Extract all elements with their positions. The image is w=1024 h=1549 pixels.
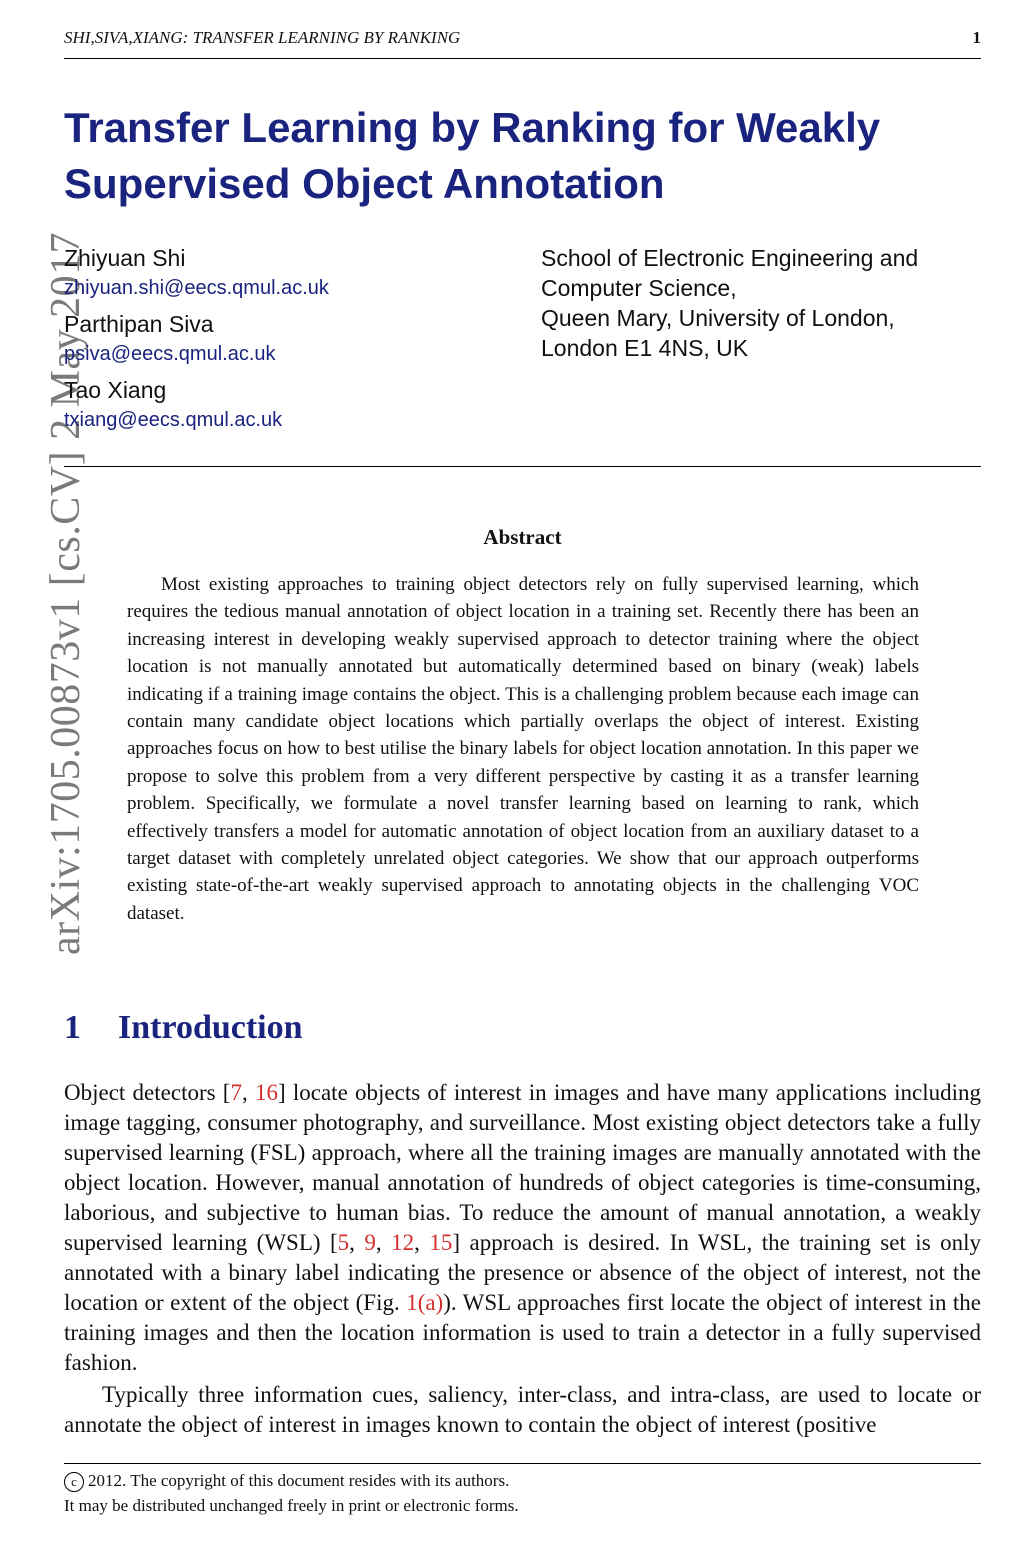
author-entry	[64, 309, 504, 369]
title-block-divider	[64, 466, 981, 467]
dataset-name: VOC	[878, 875, 919, 897]
arxiv-stamp: arXiv:1705.00873v1 [cs.CV] 2 May 2017	[43, 231, 89, 955]
intro-paragraph: Typically three information cues, saliency, inter-class, and intra-class, are used to locate or annotate the object of interest in images known to contain the object of interest (positive	[64, 1382, 981, 1437]
citation-link[interactable]: 9	[364, 1230, 376, 1255]
copyright-footnote	[64, 1463, 981, 1518]
affiliation-line: London E1 4NS, UK	[541, 335, 749, 361]
abstract-heading: Abstract	[483, 525, 562, 549]
copyright-icon: c	[64, 1472, 84, 1492]
running-header	[64, 28, 981, 59]
text-run: Object detectors [	[64, 1080, 231, 1105]
section-title: Introduction	[118, 1009, 303, 1046]
footnote-line	[64, 1468, 981, 1493]
author-email-link[interactable]: txiang@eecs.qmul.ac.uk	[64, 409, 283, 431]
abstract-text-end: dataset.	[127, 902, 185, 924]
citation-link[interactable]: 7	[230, 1080, 242, 1105]
text-run: ] approach is desired. In WSL, the training set is only annotated with a binary label indicating the presence or absence of the object of interest, not the location or extent of the object (Fig.	[64, 1230, 982, 1315]
paper-title: Transfer Learning by Ranking for Weakly Supervised Object Annotation	[64, 104, 881, 207]
footnote-text: 2012. The copyright of this document resides with its authors.	[88, 1471, 510, 1490]
section-number: 1	[64, 1009, 81, 1046]
author-name: Tao Xiang	[64, 377, 167, 403]
running-head-text: SHI,SIVA,XIANG: TRANSFER LEARNING BY RANKING	[64, 28, 461, 47]
intro-body	[64, 1078, 981, 1440]
text-run: ,	[414, 1230, 430, 1255]
citation-link[interactable]: 5	[337, 1230, 350, 1255]
author-entry	[64, 375, 504, 435]
text-run: ). WSL approaches first locate the object of interest in the training images and then the location information is used to train a detector in a fully supervised fashion.	[64, 1290, 981, 1375]
page-number: 1	[972, 28, 981, 47]
text-run: ,	[375, 1230, 392, 1255]
abstract-body	[127, 571, 919, 927]
citation-link[interactable]: 16	[254, 1080, 278, 1105]
author-entry	[64, 243, 504, 303]
affiliation	[541, 243, 981, 363]
intro-paragraph	[64, 1078, 981, 1378]
citation-link[interactable]: 15	[429, 1230, 453, 1255]
author-list	[64, 243, 504, 441]
text-run: ,	[241, 1080, 255, 1105]
affiliation-line: Computer Science,	[541, 275, 737, 301]
footnote-line: It may be distributed unchanged freely in print or electronic forms.	[64, 1496, 519, 1515]
author-email-link[interactable]: zhiyuan.shi@eecs.qmul.ac.uk	[64, 277, 329, 299]
section-heading	[64, 1009, 303, 1047]
text-run: ] locate objects of interest in images and have many applications including image tagging, consumer photography, and surveillance. Most existing object detectors take a fully supervised learning (FSL) approach, where all the training images are manually annotated with the object location. However, manual annotation of hundreds of object categories is time-consuming, laborious, and subjective to human bias. To reduce the amount of manual annotation, a weakly supervised learning (WSL) [	[64, 1080, 981, 1255]
affiliation-line: Queen Mary, University of London,	[541, 305, 895, 331]
abstract-text: Most existing approaches to training object detectors rely on fully supervised learning, which requires the tedious manual annotation of object location in a training set. Recently there has been an increasing interest in developing weakly supervised approach to detector training where the object location is not manually annotated but automatically determined based on binary (weak) labels indicating if a training image contains the object. This is a challenging problem because each image can contain many candidate object locations which partially overlaps the object of interest. Existing approaches focus on how to best utilise the binary labels for object location annotation. In this paper we propose to solve this problem from a very different perspective by casting it as a transfer learning problem. Specifically, we formulate a novel transfer learning based on learning to rank, which effectively transfers a model for automatic annotation of object location from an auxiliary dataset to a target dataset with completely unrelated object categories. We show that our approach outperforms existing state-of-the-art weakly supervised approach to annotating objects in the challenging	[127, 574, 919, 897]
citation-link[interactable]: 12	[391, 1230, 415, 1255]
affiliation-line: School of Electronic Engineering and	[541, 245, 919, 271]
author-name: Zhiyuan Shi	[64, 245, 186, 271]
author-email-link[interactable]: psiva@eecs.qmul.ac.uk	[64, 343, 276, 365]
figure-ref-link[interactable]: 1(a)	[406, 1290, 444, 1315]
author-name: Parthipan Siva	[64, 311, 214, 337]
text-run: ,	[349, 1230, 365, 1255]
